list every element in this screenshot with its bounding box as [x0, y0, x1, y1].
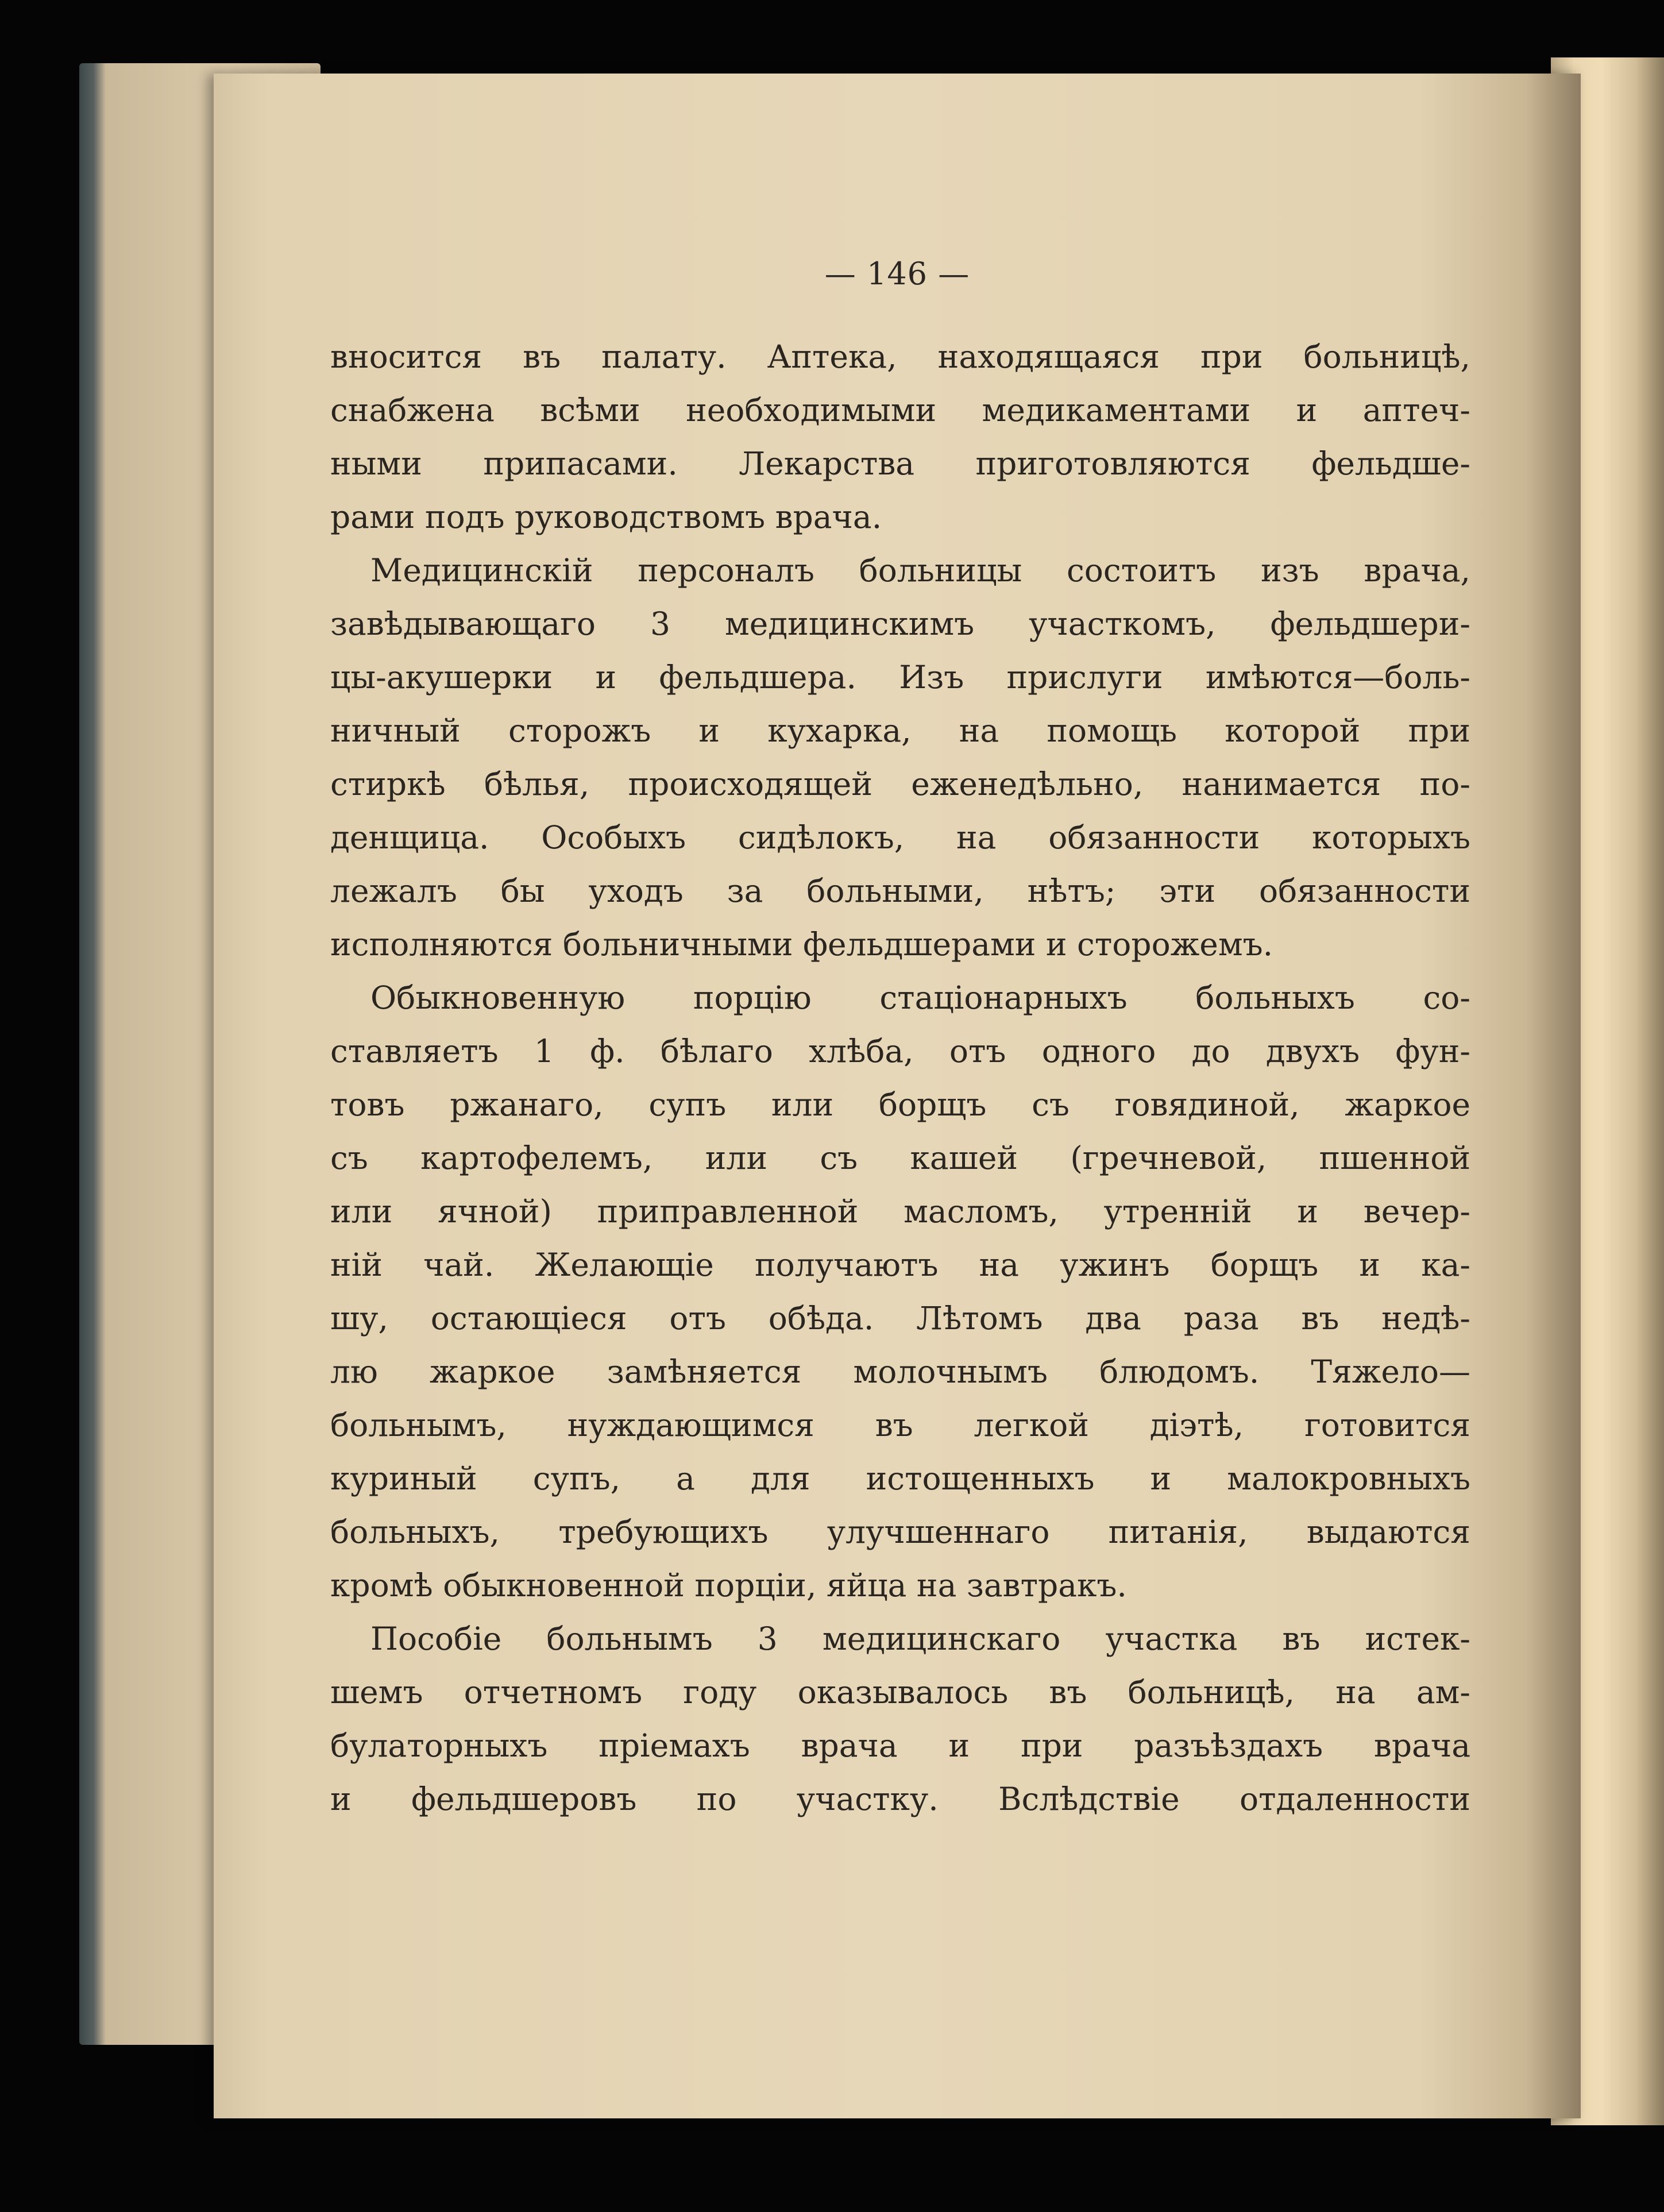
text-line: Обыкновенную порцію стаціонарныхъ больныхъ со-: [370, 979, 1470, 1016]
text-line: снабжена всѣми необходимыми медикаментами и аптеч-: [330, 392, 1470, 428]
text-line: шу, остающіеся отъ обѣда. Лѣтомъ два раза въ недѣ-: [330, 1300, 1470, 1337]
text-line: цы-акушерки и фельдшера. Изъ прислуги имѣются—боль-: [330, 659, 1470, 696]
text-line: вносится въ палату. Аптека, находящаяся при больницѣ,: [330, 338, 1470, 375]
text-line: больныхъ, требующихъ улучшеннаго питанія, выдаются: [330, 1514, 1470, 1550]
text-line: лю жаркое замѣняется молочнымъ блюдомъ. Тяжело—: [330, 1353, 1470, 1390]
page-number: — 146 —: [824, 256, 970, 292]
text-line: исполняются больничными фельдшерами и сторожемъ.: [330, 926, 1273, 963]
text-line: и фельдшеровъ по участку. Вслѣдствіе отдаленности: [330, 1781, 1470, 1817]
text-line: ничный сторожъ и кухарка, на помощь которой при: [330, 712, 1470, 749]
text-line: ными припасами. Лекарства приготовляются фельдше-: [330, 445, 1470, 482]
text-line: стиркѣ бѣлья, происходящей еженедѣльно, нанимается по-: [330, 766, 1470, 802]
text-line: шемъ отчетномъ году оказывалось въ больницѣ, на ам-: [330, 1674, 1470, 1711]
text-line: товъ ржанаго, супъ или борщъ съ говядиной, жаркое: [330, 1086, 1470, 1123]
text-line: завѣдывающаго 3 медицинскимъ участкомъ, фельдшери-: [330, 605, 1470, 642]
text-line: лежалъ бы уходъ за больными, нѣтъ; эти обязанности: [330, 873, 1470, 909]
text-line: кромѣ обыкновенной порціи, яйца на завтракъ.: [330, 1567, 1127, 1604]
text-line: съ картофелемъ, или съ кашей (гречневой, пшенной: [330, 1140, 1470, 1176]
text-line: ній чай. Желающіе получаютъ на ужинъ борщъ и ка-: [330, 1246, 1470, 1283]
text-line: или ячной) приправленной масломъ, утренній и вечер-: [330, 1193, 1470, 1230]
text-line: куриный супъ, а для истощенныхъ и малокровныхъ: [330, 1460, 1470, 1497]
body-text: [330, 330, 1470, 1826]
text-line: булаторныхъ пріемахъ врача и при разъѣздахъ врача: [330, 1727, 1470, 1764]
text-line: Пособіе больнымъ 3 медицинскаго участка въ истек-: [370, 1620, 1470, 1657]
text-line: больнымъ, нуждающимся въ легкой діэтѣ, готовится: [330, 1407, 1470, 1443]
text-line: рами подъ руководствомъ врача.: [330, 499, 882, 535]
text-line: Медицинскій персоналъ больницы состоитъ изъ врача,: [370, 552, 1470, 589]
text-line: денщица. Особыхъ сидѣлокъ, на обязанности которыхъ: [330, 819, 1470, 856]
text-line: ставляетъ 1 ф. бѣлаго хлѣба, отъ одного до двухъ фун-: [330, 1033, 1470, 1070]
